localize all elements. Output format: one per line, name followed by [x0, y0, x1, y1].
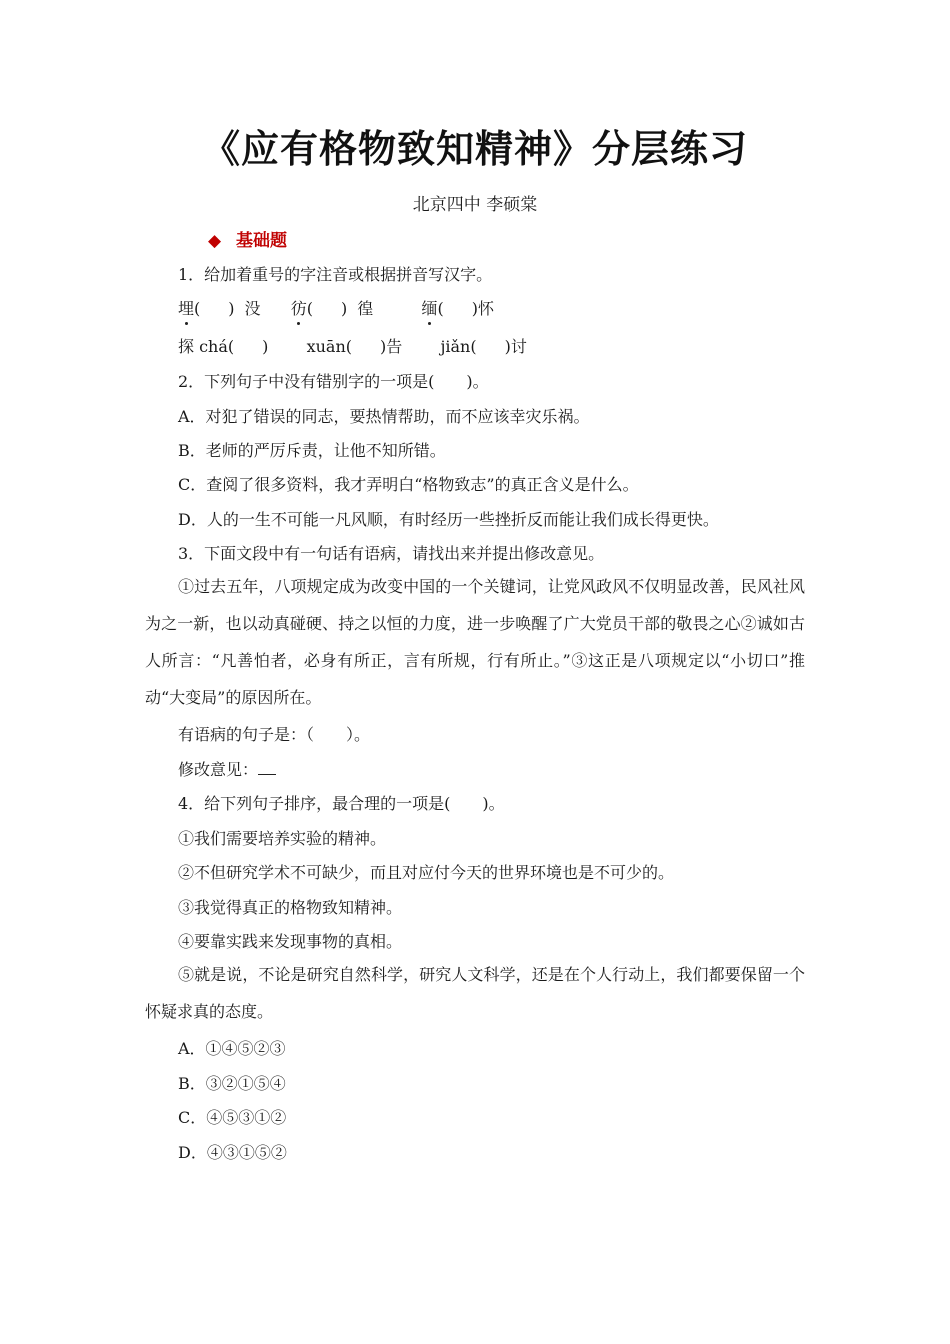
- q2-option-b: B．老师的严厉斥责，让他不知所错。: [178, 441, 446, 460]
- q3-revision: 修改意见：: [178, 757, 276, 780]
- q1-row2: 探 chá( ) xuān( )告 jiǎn( )讨: [178, 337, 527, 356]
- q3-answer-sentence: 有语病的句子是：（ ）。: [178, 725, 371, 744]
- diamond-icon: ◆: [208, 231, 222, 251]
- page-title: 《应有格物致知精神》分层练习: [201, 127, 748, 171]
- q2-option-d: D．人的一生不可能一凡风顺，有时经历一些挫折反而能让我们成长得更快。: [178, 510, 719, 529]
- q4-sentence-3: ③我觉得真正的格物致知精神。: [178, 898, 403, 917]
- q4-stem: 4．给下列句子排序，最合理的一项是( )。: [178, 794, 505, 813]
- emphasis-char: 彷: [291, 296, 307, 319]
- q4-sentence-2: ②不但研究学术不可缺少，而且对应付今天的世界环境也是不可少的。: [178, 863, 675, 882]
- emphasis-char: 埋: [178, 296, 194, 319]
- q4-option-c: C．④⑤③①②: [178, 1108, 287, 1127]
- q1-row1: 埋( ) 没 彷( ) 徨 缅( )怀: [178, 296, 494, 319]
- q2-stem: 2．下列句子中没有错别字的一项是( )。: [178, 372, 489, 391]
- q2-option-a: A．对犯了错误的同志，要热情帮助，而不应该幸灾乐祸。: [178, 407, 590, 426]
- q4-sentence-4: ④要靠实践来发现事物的真相。: [178, 932, 403, 951]
- section-heading: [208, 226, 287, 251]
- q4-option-b: B．③②①⑤④: [178, 1074, 286, 1093]
- section-label: 基础题: [236, 231, 287, 251]
- emphasis-char: 缅: [421, 296, 437, 319]
- author-line: 北京四中 李硕棠: [412, 195, 538, 215]
- q2-option-c: C．查阅了很多资料，我才弄明白“格物致志”的真正含义是什么。: [178, 475, 639, 494]
- q4-sentence-1: ①我们需要培养实验的精神。: [178, 829, 387, 848]
- q3-stem: 3．下面文段中有一句话有语病，请找出来并提出修改意见。: [178, 544, 605, 563]
- q4-option-d: D．④③①⑤②: [178, 1143, 287, 1162]
- q3-passage: ①过去五年，八项规定成为改变中国的一个关键词，让党风政风不仅明显改善，民风社风为之一新，也以动真碰硬、持之以恒的力度，进一步唤醒了广大党员干部的敬畏之心②诚如古人所言：“凡善怕者，必身有所正，言有所规，行有所止。”③这正是八项规定以“小切口”推动“大变局”的原因所在。: [145, 577, 805, 707]
- answer-blank: [258, 760, 276, 775]
- q1-stem: 1．给加着重号的字注音或根据拼音写汉字。: [178, 265, 493, 284]
- q4-option-a: A．①④⑤②③: [178, 1039, 286, 1058]
- q4-sentence-5: ⑤就是说，不论是研究自然科学，研究人文科学，还是在个人行动上，我们都要保留一个怀疑求真的态度。: [145, 965, 805, 1021]
